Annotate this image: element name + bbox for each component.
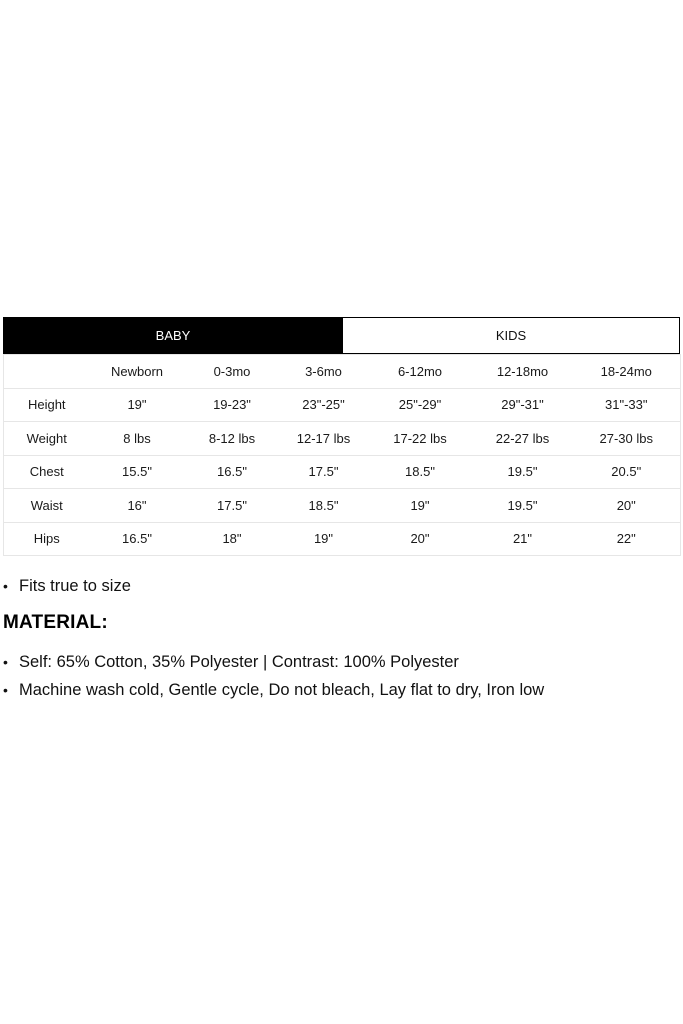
care-item: Machine wash cold, Gentle cycle, Do not bleach, Lay flat to dry, Iron low — [19, 681, 545, 699]
size-chart — [3, 317, 680, 556]
table-row — [4, 422, 681, 456]
table-cell: 18.5" — [280, 489, 368, 523]
table-cell: 12-17 lbs — [280, 422, 368, 456]
header-cell: 18-24mo — [573, 355, 681, 389]
table-cell: 27-30 lbs — [573, 422, 681, 456]
table-header-row — [4, 355, 681, 389]
bullet-icon: • — [3, 682, 8, 698]
table-cell: 15.5" — [90, 455, 185, 489]
material-item: Self: 65% Cotton, 35% Polyester | Contrast: 100% Polyester — [19, 653, 459, 671]
table-cell: 8 lbs — [90, 422, 185, 456]
table-cell: 22-27 lbs — [473, 422, 573, 456]
fit-note: Fits true to size — [19, 577, 131, 595]
tab-kids[interactable]: KIDS — [343, 317, 680, 354]
table-row — [4, 489, 681, 523]
material-heading: MATERIAL: — [3, 612, 108, 633]
table-cell: 19.5" — [473, 455, 573, 489]
list-item — [3, 572, 673, 600]
table-cell: 31"-33" — [573, 388, 681, 422]
table-row — [4, 388, 681, 422]
table-row — [4, 522, 681, 556]
table-cell: 19" — [280, 522, 368, 556]
table-cell: 23"-25" — [280, 388, 368, 422]
table-cell: 19.5" — [473, 489, 573, 523]
product-notes — [3, 572, 673, 704]
table-cell: 18" — [185, 522, 280, 556]
list-item — [3, 648, 673, 676]
table-cell: 17.5" — [280, 455, 368, 489]
table-cell: 16.5" — [90, 522, 185, 556]
material-list — [3, 648, 673, 704]
table-cell: 17.5" — [185, 489, 280, 523]
size-tabs — [3, 317, 680, 354]
table-cell: 20.5" — [573, 455, 681, 489]
fit-list — [3, 572, 673, 600]
table-cell: 16" — [90, 489, 185, 523]
bullet-icon: • — [3, 578, 8, 594]
table-cell: 17-22 lbs — [368, 422, 473, 456]
table-cell: 19-23" — [185, 388, 280, 422]
table-cell: 18.5" — [368, 455, 473, 489]
size-table — [3, 354, 681, 556]
header-cell: 0-3mo — [185, 355, 280, 389]
table-cell: 20" — [573, 489, 681, 523]
table-cell: 25"-29" — [368, 388, 473, 422]
row-label: Height — [4, 388, 90, 422]
table-cell: 19" — [90, 388, 185, 422]
table-cell: 21" — [473, 522, 573, 556]
header-cell — [4, 355, 90, 389]
bullet-icon: • — [3, 654, 8, 670]
table-cell: 22" — [573, 522, 681, 556]
table-cell: 20" — [368, 522, 473, 556]
row-label: Hips — [4, 522, 90, 556]
table-row — [4, 455, 681, 489]
row-label: Weight — [4, 422, 90, 456]
table-cell: 8-12 lbs — [185, 422, 280, 456]
header-cell: 3-6mo — [280, 355, 368, 389]
header-cell: 6-12mo — [368, 355, 473, 389]
header-cell: Newborn — [90, 355, 185, 389]
table-cell: 19" — [368, 489, 473, 523]
row-label: Waist — [4, 489, 90, 523]
table-cell: 29"-31" — [473, 388, 573, 422]
row-label: Chest — [4, 455, 90, 489]
header-cell: 12-18mo — [473, 355, 573, 389]
list-item — [3, 676, 673, 704]
table-cell: 16.5" — [185, 455, 280, 489]
tab-baby[interactable]: BABY — [3, 317, 343, 354]
